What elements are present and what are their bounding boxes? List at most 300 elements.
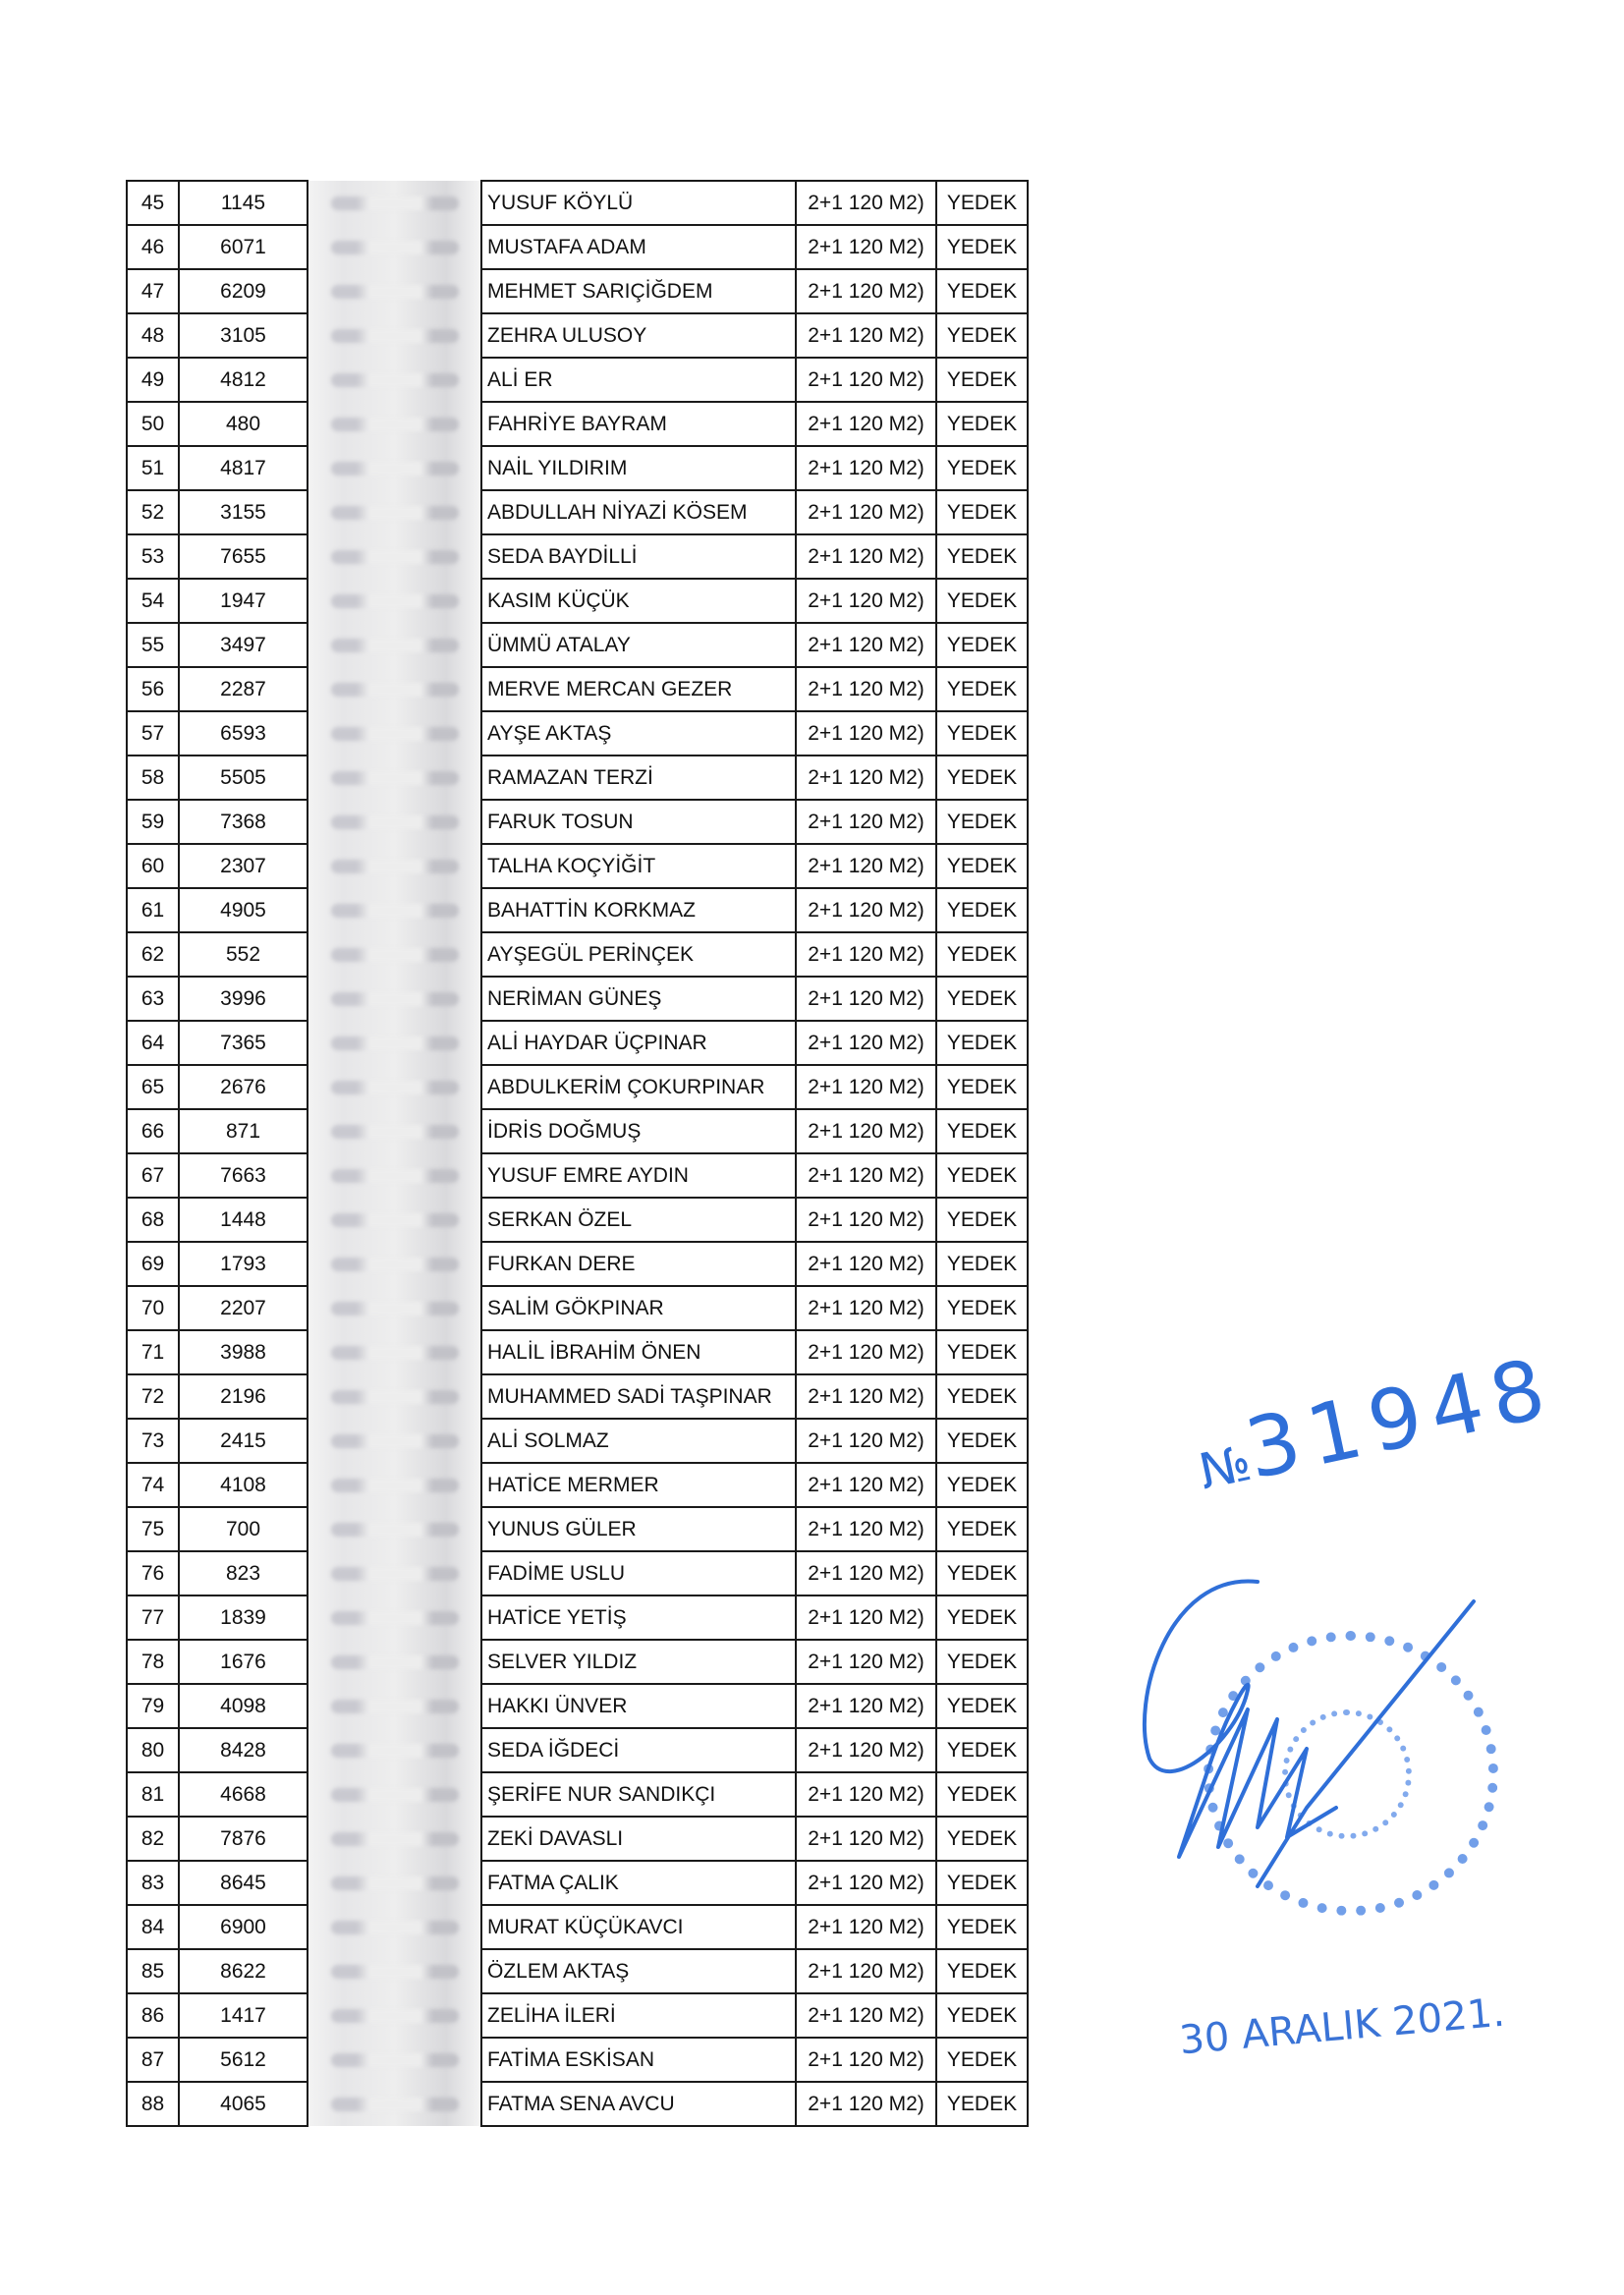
- redaction-blur: [331, 1390, 459, 1404]
- redaction-blur: [331, 992, 459, 1006]
- row-number: 64: [127, 1021, 179, 1065]
- id-number-redacted: [308, 313, 481, 358]
- table-row: [127, 358, 1028, 402]
- status: YEDEK: [936, 1684, 1028, 1728]
- redaction-blur: [331, 329, 459, 343]
- unit-type: 2+1 120 M2): [796, 1419, 936, 1463]
- row-number: 75: [127, 1507, 179, 1551]
- draw-number: 1448: [179, 1198, 308, 1242]
- applicant-name: MUHAMMED SADİ TAŞPINAR: [481, 1374, 796, 1419]
- id-number-redacted: [308, 1109, 481, 1153]
- status: YEDEK: [936, 1949, 1028, 1993]
- id-number-redacted: [308, 1595, 481, 1640]
- status: YEDEK: [936, 1993, 1028, 2038]
- applicant-name: HALİL İBRAHİM ÖNEN: [481, 1330, 796, 1374]
- redaction-blur: [331, 594, 459, 608]
- applicant-name: ABDULKERİM ÇOKURPINAR: [481, 1065, 796, 1109]
- row-number: 87: [127, 2038, 179, 2082]
- redaction-blur: [331, 1611, 459, 1625]
- applicant-name: SELVER YILDIZ: [481, 1640, 796, 1684]
- status: YEDEK: [936, 2038, 1028, 2082]
- row-number: 59: [127, 800, 179, 844]
- row-number: 57: [127, 711, 179, 756]
- redaction-blur: [331, 815, 459, 829]
- unit-type: 2+1 120 M2): [796, 1772, 936, 1817]
- table-row: [127, 1507, 1028, 1551]
- status: YEDEK: [936, 1153, 1028, 1198]
- status: YEDEK: [936, 1640, 1028, 1684]
- redaction-blur: [331, 639, 459, 652]
- draw-number: 2196: [179, 1374, 308, 1419]
- id-number-redacted: [308, 1021, 481, 1065]
- status: YEDEK: [936, 1374, 1028, 1419]
- table-row: [127, 1463, 1028, 1507]
- id-number-redacted: [308, 932, 481, 977]
- redaction-blur: [331, 1479, 459, 1492]
- signature-icon: [1110, 1562, 1503, 1916]
- status: YEDEK: [936, 1463, 1028, 1507]
- draw-number: 4668: [179, 1772, 308, 1817]
- id-number-redacted: [308, 800, 481, 844]
- unit-type: 2+1 120 M2): [796, 1949, 936, 1993]
- status: YEDEK: [936, 932, 1028, 977]
- table-row: [127, 1949, 1028, 1993]
- id-number-redacted: [308, 711, 481, 756]
- unit-type: 2+1 120 M2): [796, 1905, 936, 1949]
- draw-number: 552: [179, 932, 308, 977]
- applicant-name: SEDA BAYDİLLİ: [481, 534, 796, 579]
- row-number: 81: [127, 1772, 179, 1817]
- table-row: [127, 1861, 1028, 1905]
- unit-type: 2+1 120 M2): [796, 1861, 936, 1905]
- table-row: [127, 1286, 1028, 1330]
- draw-number: 2676: [179, 1065, 308, 1109]
- unit-type: 2+1 120 M2): [796, 2082, 936, 2126]
- status: YEDEK: [936, 1817, 1028, 1861]
- unit-type: 2+1 120 M2): [796, 1993, 936, 2038]
- redaction-blur: [331, 1036, 459, 1050]
- row-number: 46: [127, 225, 179, 269]
- id-number-redacted: [308, 1551, 481, 1595]
- status: YEDEK: [936, 225, 1028, 269]
- redaction-blur: [331, 1523, 459, 1537]
- redaction-blur: [331, 1213, 459, 1227]
- unit-type: 2+1 120 M2): [796, 800, 936, 844]
- unit-type: 2+1 120 M2): [796, 1374, 936, 1419]
- redaction-blur: [331, 1346, 459, 1360]
- applicant-name: SEDA İĞDECİ: [481, 1728, 796, 1772]
- row-number: 67: [127, 1153, 179, 1198]
- applicant-name: MUSTAFA ADAM: [481, 225, 796, 269]
- unit-type: 2+1 120 M2): [796, 1684, 936, 1728]
- serial-number-stamp: [1188, 1339, 1563, 1509]
- row-number: 69: [127, 1242, 179, 1286]
- applicant-name: SALİM GÖKPINAR: [481, 1286, 796, 1330]
- table-row: [127, 623, 1028, 667]
- unit-type: 2+1 120 M2): [796, 1021, 936, 1065]
- id-number-redacted: [308, 1993, 481, 2038]
- id-number-redacted: [308, 1065, 481, 1109]
- draw-number: 1947: [179, 579, 308, 623]
- table-row: [127, 1595, 1028, 1640]
- status: YEDEK: [936, 534, 1028, 579]
- applicant-name: ZELİHA İLERİ: [481, 1993, 796, 2038]
- table-row: [127, 534, 1028, 579]
- draw-number: 871: [179, 1109, 308, 1153]
- unit-type: 2+1 120 M2): [796, 1065, 936, 1109]
- applicant-name: ZEHRA ULUSOY: [481, 313, 796, 358]
- row-number: 55: [127, 623, 179, 667]
- table-row: [127, 490, 1028, 534]
- status: YEDEK: [936, 446, 1028, 490]
- id-number-redacted: [308, 667, 481, 711]
- row-number: 70: [127, 1286, 179, 1330]
- row-number: 76: [127, 1551, 179, 1595]
- redaction-blur: [331, 683, 459, 697]
- applicant-name: RAMAZAN TERZİ: [481, 756, 796, 800]
- unit-type: 2+1 120 M2): [796, 534, 936, 579]
- applicant-name: ŞERİFE NUR SANDIKÇI: [481, 1772, 796, 1817]
- redaction-blur: [331, 1921, 459, 1934]
- draw-number: 1793: [179, 1242, 308, 1286]
- unit-type: 2+1 120 M2): [796, 358, 936, 402]
- id-number-redacted: [308, 534, 481, 579]
- draw-number: 823: [179, 1551, 308, 1595]
- table-row: [127, 1021, 1028, 1065]
- applicant-name: SERKAN ÖZEL: [481, 1198, 796, 1242]
- draw-number: 1839: [179, 1595, 308, 1640]
- id-number-redacted: [308, 2038, 481, 2082]
- draw-number: 6593: [179, 711, 308, 756]
- applicant-name: ÖZLEM AKTAŞ: [481, 1949, 796, 1993]
- id-number-redacted: [308, 1419, 481, 1463]
- redaction-blur: [331, 2098, 459, 2111]
- draw-number: 6071: [179, 225, 308, 269]
- draw-number: 4905: [179, 888, 308, 932]
- status: YEDEK: [936, 711, 1028, 756]
- id-number-redacted: [308, 623, 481, 667]
- unit-type: 2+1 120 M2): [796, 932, 936, 977]
- draw-number: 2415: [179, 1419, 308, 1463]
- status: YEDEK: [936, 1507, 1028, 1551]
- id-number-redacted: [308, 579, 481, 623]
- table-row: [127, 888, 1028, 932]
- draw-number: 3988: [179, 1330, 308, 1374]
- row-number: 88: [127, 2082, 179, 2126]
- id-number-redacted: [308, 1286, 481, 1330]
- status: YEDEK: [936, 800, 1028, 844]
- table-row: [127, 181, 1028, 225]
- unit-type: 2+1 120 M2): [796, 490, 936, 534]
- redaction-blur: [331, 904, 459, 918]
- status: YEDEK: [936, 977, 1028, 1021]
- row-number: 85: [127, 1949, 179, 1993]
- id-number-redacted: [308, 1374, 481, 1419]
- draw-number: 4098: [179, 1684, 308, 1728]
- unit-type: 2+1 120 M2): [796, 1286, 936, 1330]
- row-number: 60: [127, 844, 179, 888]
- id-number-redacted: [308, 1861, 481, 1905]
- applicant-name: TALHA KOÇYİĞİT: [481, 844, 796, 888]
- applicant-name: ZEKİ DAVASLI: [481, 1817, 796, 1861]
- table-row: [127, 1817, 1028, 1861]
- redaction-blur: [331, 1655, 459, 1669]
- row-number: 61: [127, 888, 179, 932]
- applicant-name: FARUK TOSUN: [481, 800, 796, 844]
- unit-type: 2+1 120 M2): [796, 623, 936, 667]
- row-number: 78: [127, 1640, 179, 1684]
- table-row: [127, 1728, 1028, 1772]
- id-number-redacted: [308, 1817, 481, 1861]
- table-row: [127, 1109, 1028, 1153]
- applicant-name: ÜMMÜ ATALAY: [481, 623, 796, 667]
- unit-type: 2+1 120 M2): [796, 1728, 936, 1772]
- applicant-list-table: [126, 180, 1029, 2127]
- applicant-name: KASIM KÜÇÜK: [481, 579, 796, 623]
- redaction-blur: [331, 1302, 459, 1315]
- redaction-blur: [331, 550, 459, 564]
- status: YEDEK: [936, 1861, 1028, 1905]
- row-number: 65: [127, 1065, 179, 1109]
- unit-type: 2+1 120 M2): [796, 225, 936, 269]
- status: YEDEK: [936, 1065, 1028, 1109]
- id-number-redacted: [308, 402, 481, 446]
- draw-number: 2307: [179, 844, 308, 888]
- applicant-name: ALİ SOLMAZ: [481, 1419, 796, 1463]
- unit-type: 2+1 120 M2): [796, 667, 936, 711]
- table-row: [127, 2082, 1028, 2126]
- draw-number: 8645: [179, 1861, 308, 1905]
- status: YEDEK: [936, 1021, 1028, 1065]
- status: YEDEK: [936, 269, 1028, 313]
- row-number: 52: [127, 490, 179, 534]
- redaction-blur: [331, 241, 459, 254]
- draw-number: 700: [179, 1507, 308, 1551]
- id-number-redacted: [308, 1507, 481, 1551]
- status: YEDEK: [936, 579, 1028, 623]
- row-number: 79: [127, 1684, 179, 1728]
- status: YEDEK: [936, 402, 1028, 446]
- applicant-name: FATİMA ESKİSAN: [481, 2038, 796, 2082]
- table-row: [127, 1993, 1028, 2038]
- table-row: [127, 313, 1028, 358]
- row-number: 58: [127, 756, 179, 800]
- unit-type: 2+1 120 M2): [796, 1463, 936, 1507]
- draw-number: 6900: [179, 1905, 308, 1949]
- unit-type: 2+1 120 M2): [796, 269, 936, 313]
- row-number: 48: [127, 313, 179, 358]
- unit-type: 2+1 120 M2): [796, 1507, 936, 1551]
- redaction-blur: [331, 1081, 459, 1094]
- status: YEDEK: [936, 490, 1028, 534]
- row-number: 45: [127, 181, 179, 225]
- id-number-redacted: [308, 1905, 481, 1949]
- redaction-blur: [331, 1965, 459, 1979]
- unit-type: 2+1 120 M2): [796, 1109, 936, 1153]
- id-number-redacted: [308, 1949, 481, 1993]
- table-row: [127, 1198, 1028, 1242]
- redaction-blur: [331, 948, 459, 962]
- redaction-blur: [331, 373, 459, 387]
- redaction-blur: [331, 1788, 459, 1802]
- row-number: 50: [127, 402, 179, 446]
- redaction-blur: [331, 860, 459, 873]
- applicant-name: ALİ ER: [481, 358, 796, 402]
- status: YEDEK: [936, 844, 1028, 888]
- status: YEDEK: [936, 358, 1028, 402]
- draw-number: 7663: [179, 1153, 308, 1198]
- row-number: 73: [127, 1419, 179, 1463]
- redaction-blur: [331, 1832, 459, 1846]
- applicant-name: YUSUF EMRE AYDIN: [481, 1153, 796, 1198]
- applicant-name: ABDULLAH NİYAZİ KÖSEM: [481, 490, 796, 534]
- applicant-name: HATİCE MERMER: [481, 1463, 796, 1507]
- number-sign: №: [1194, 1433, 1257, 1501]
- id-number-redacted: [308, 181, 481, 225]
- row-number: 54: [127, 579, 179, 623]
- id-number-redacted: [308, 1198, 481, 1242]
- draw-number: 3105: [179, 313, 308, 358]
- draw-number: 2287: [179, 667, 308, 711]
- draw-number: 7368: [179, 800, 308, 844]
- redaction-blur: [331, 1744, 459, 1758]
- applicant-name: MEHMET SARIÇİĞDEM: [481, 269, 796, 313]
- unit-type: 2+1 120 M2): [796, 1330, 936, 1374]
- unit-type: 2+1 120 M2): [796, 888, 936, 932]
- row-number: 66: [127, 1109, 179, 1153]
- row-number: 51: [127, 446, 179, 490]
- table-row: [127, 1374, 1028, 1419]
- applicant-name: FAHRİYE BAYRAM: [481, 402, 796, 446]
- id-number-redacted: [308, 490, 481, 534]
- applicant-name: FATMA SENA AVCU: [481, 2082, 796, 2126]
- id-number-redacted: [308, 888, 481, 932]
- applicant-name: YUSUF KÖYLÜ: [481, 181, 796, 225]
- table-row: [127, 1551, 1028, 1595]
- table-row: [127, 1640, 1028, 1684]
- draw-number: 3497: [179, 623, 308, 667]
- row-number: 56: [127, 667, 179, 711]
- id-number-redacted: [308, 1153, 481, 1198]
- draw-number: 1676: [179, 1640, 308, 1684]
- table-row: [127, 579, 1028, 623]
- table-row: [127, 1153, 1028, 1198]
- status: YEDEK: [936, 1242, 1028, 1286]
- table-row: [127, 756, 1028, 800]
- id-number-redacted: [308, 844, 481, 888]
- unit-type: 2+1 120 M2): [796, 844, 936, 888]
- redaction-blur: [331, 1876, 459, 1890]
- draw-number: 7876: [179, 1817, 308, 1861]
- row-number: 86: [127, 1993, 179, 2038]
- status: YEDEK: [936, 1286, 1028, 1330]
- applicant-name: YUNUS GÜLER: [481, 1507, 796, 1551]
- row-number: 72: [127, 1374, 179, 1419]
- row-number: 62: [127, 932, 179, 977]
- table-body: [127, 181, 1028, 2126]
- applicant-name: NERİMAN GÜNEŞ: [481, 977, 796, 1021]
- row-number: 80: [127, 1728, 179, 1772]
- id-number-redacted: [308, 1772, 481, 1817]
- id-number-redacted: [308, 358, 481, 402]
- status: YEDEK: [936, 1330, 1028, 1374]
- redaction-blur: [331, 1700, 459, 1713]
- draw-number: 3996: [179, 977, 308, 1021]
- draw-number: 3155: [179, 490, 308, 534]
- table-row: [127, 1330, 1028, 1374]
- table-row: [127, 667, 1028, 711]
- applicant-name: FATMA ÇALIK: [481, 1861, 796, 1905]
- applicant-name: HAKKI ÜNVER: [481, 1684, 796, 1728]
- redaction-blur: [331, 2009, 459, 2023]
- unit-type: 2+1 120 M2): [796, 756, 936, 800]
- draw-number: 4817: [179, 446, 308, 490]
- redaction-blur: [331, 1258, 459, 1271]
- row-number: 83: [127, 1861, 179, 1905]
- unit-type: 2+1 120 M2): [796, 579, 936, 623]
- id-number-redacted: [308, 756, 481, 800]
- redaction-blur: [331, 196, 459, 210]
- status: YEDEK: [936, 1728, 1028, 1772]
- applicant-name: FURKAN DERE: [481, 1242, 796, 1286]
- redaction-blur: [331, 771, 459, 785]
- draw-number: 5612: [179, 2038, 308, 2082]
- unit-type: 2+1 120 M2): [796, 1198, 936, 1242]
- status: YEDEK: [936, 313, 1028, 358]
- row-number: 53: [127, 534, 179, 579]
- unit-type: 2+1 120 M2): [796, 2038, 936, 2082]
- id-number-redacted: [308, 977, 481, 1021]
- id-number-redacted: [308, 1242, 481, 1286]
- draw-number: 2207: [179, 1286, 308, 1330]
- unit-type: 2+1 120 M2): [796, 1595, 936, 1640]
- unit-type: 2+1 120 M2): [796, 1153, 936, 1198]
- draw-number: 480: [179, 402, 308, 446]
- table-row: [127, 844, 1028, 888]
- unit-type: 2+1 120 M2): [796, 711, 936, 756]
- id-number-redacted: [308, 1330, 481, 1374]
- table-row: [127, 402, 1028, 446]
- redaction-blur: [331, 1567, 459, 1581]
- table-row: [127, 932, 1028, 977]
- applicant-name: AYŞE AKTAŞ: [481, 711, 796, 756]
- status: YEDEK: [936, 1109, 1028, 1153]
- table-row: [127, 1684, 1028, 1728]
- table-row: [127, 446, 1028, 490]
- redaction-blur: [331, 1125, 459, 1139]
- status: YEDEK: [936, 2082, 1028, 2126]
- row-number: 49: [127, 358, 179, 402]
- unit-type: 2+1 120 M2): [796, 977, 936, 1021]
- unit-type: 2+1 120 M2): [796, 402, 936, 446]
- id-number-redacted: [308, 446, 481, 490]
- id-number-redacted: [308, 1728, 481, 1772]
- table-row: [127, 1419, 1028, 1463]
- unit-type: 2+1 120 M2): [796, 446, 936, 490]
- status: YEDEK: [936, 1595, 1028, 1640]
- applicant-name: FADİME USLU: [481, 1551, 796, 1595]
- applicant-name: NAİL YILDIRIM: [481, 446, 796, 490]
- redaction-blur: [331, 2053, 459, 2067]
- id-number-redacted: [308, 269, 481, 313]
- redaction-blur: [331, 1169, 459, 1183]
- table-row: [127, 1242, 1028, 1286]
- unit-type: 2+1 120 M2): [796, 1817, 936, 1861]
- draw-number: 5505: [179, 756, 308, 800]
- status: YEDEK: [936, 1419, 1028, 1463]
- draw-number: 7365: [179, 1021, 308, 1065]
- table-row: [127, 711, 1028, 756]
